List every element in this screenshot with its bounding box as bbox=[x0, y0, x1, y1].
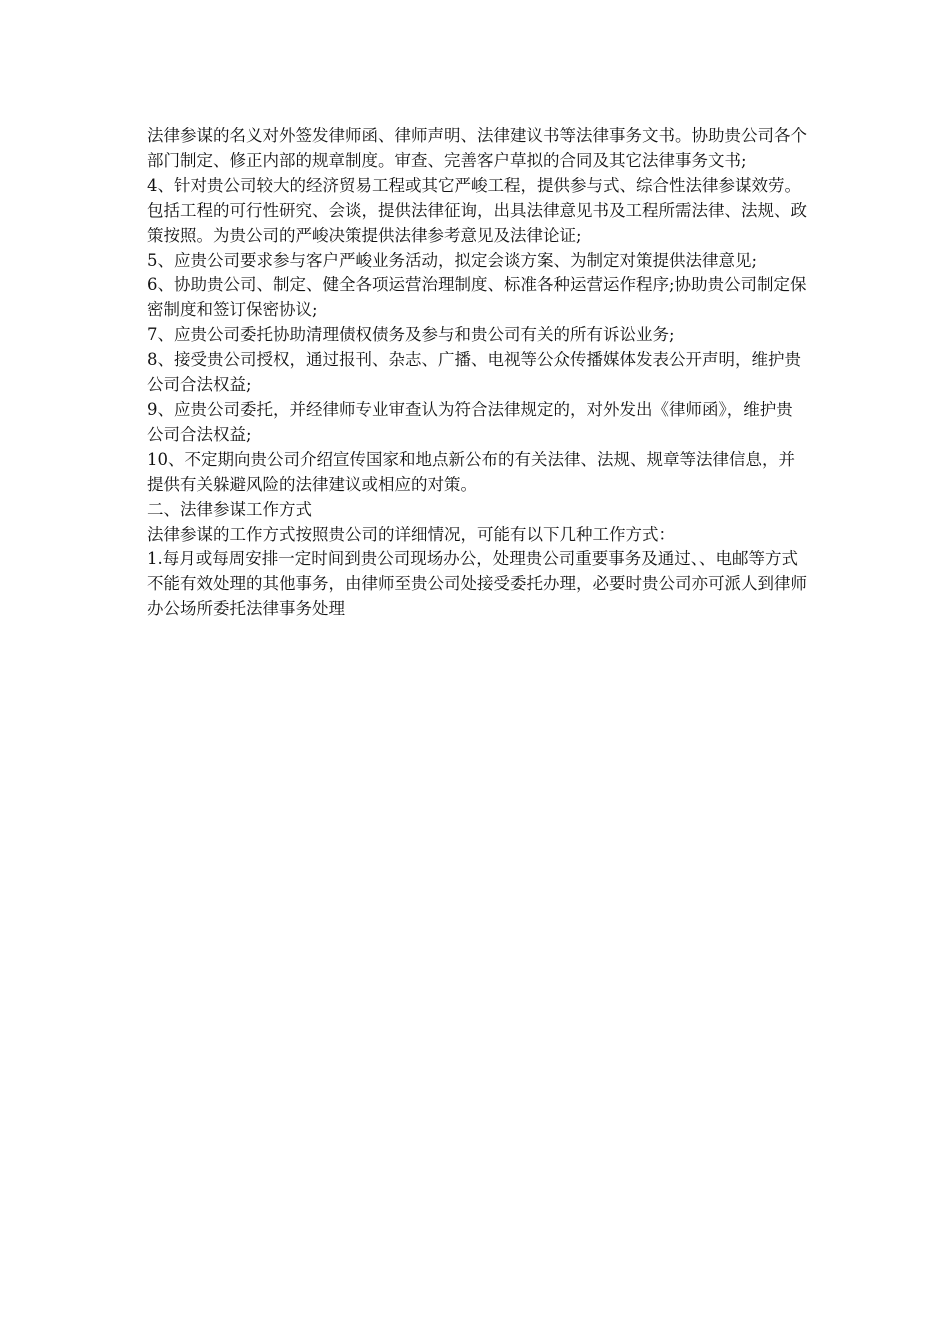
paragraph-item-7: 7、应贵公司委托协助清理债权债务及参与和贵公司有关的所有诉讼业务; bbox=[147, 325, 675, 345]
paragraph-item-8: 8、接受贵公司授权，通过报刊、杂志、广播、电视等公众传播媒体发表公开声明，维护贵公司合法权益; bbox=[147, 350, 801, 395]
paragraph-item-10: 10、不定期向贵公司介绍宣传国家和地点新公布的有关法律、法规、规章等法律信息，并提供有关躲避风险的法律建议或相应的对策。 bbox=[147, 449, 795, 494]
paragraph-item-4: 4、针对贵公司较大的经济贸易工程或其它严峻工程，提供参与式、综合性法律参谋效劳。包括工程的可行性研究、会谈，提供法律征询，出具法律意见书及工程所需法律、法规、政策按照。为贵公司的严峻决策提供法律参考意见及法律论证; bbox=[147, 175, 807, 245]
paragraph-continuation: 法律参谋的名义对外签发律师函、律师声明、法律建议书等法律事务文书。协助贵公司各个部门制定、修正内部的规章制度。审查、完善客户草拟的合同及其它法律事务文书; bbox=[147, 126, 807, 170]
paragraph-item-5: 5、应贵公司要求参与客户严峻业务活动，拟定会谈方案、为制定对策提供法律意见; bbox=[147, 250, 758, 270]
paragraph-item-9: 9、应贵公司委托，并经律师专业审查认为符合法律规定的，对外发出《律师函》，维护贵公司合法权益; bbox=[147, 399, 793, 444]
paragraph-intro: 法律参谋的工作方式按照贵公司的详细情况，可能有以下几种工作方式： bbox=[147, 524, 675, 544]
section-heading: 二、法律参谋工作方式 bbox=[147, 499, 312, 519]
paragraph-item-6: 6、协助贵公司、制定、健全各项运营治理制度、标准各种运营运作程序;协助贵公司制定保密制度和签订保密协议; bbox=[147, 275, 807, 320]
document-body bbox=[147, 124, 807, 622]
paragraph-method-1: 1.每月或每周安排一定时间到贵公司现场办公，处理贵公司重要事务及通过、、电邮等方式不能有效处理的其他事务，由律师至贵公司处接受委托办理，必要时贵公司亦可派人到律师办公场所委托法律事务处理 bbox=[147, 549, 807, 619]
